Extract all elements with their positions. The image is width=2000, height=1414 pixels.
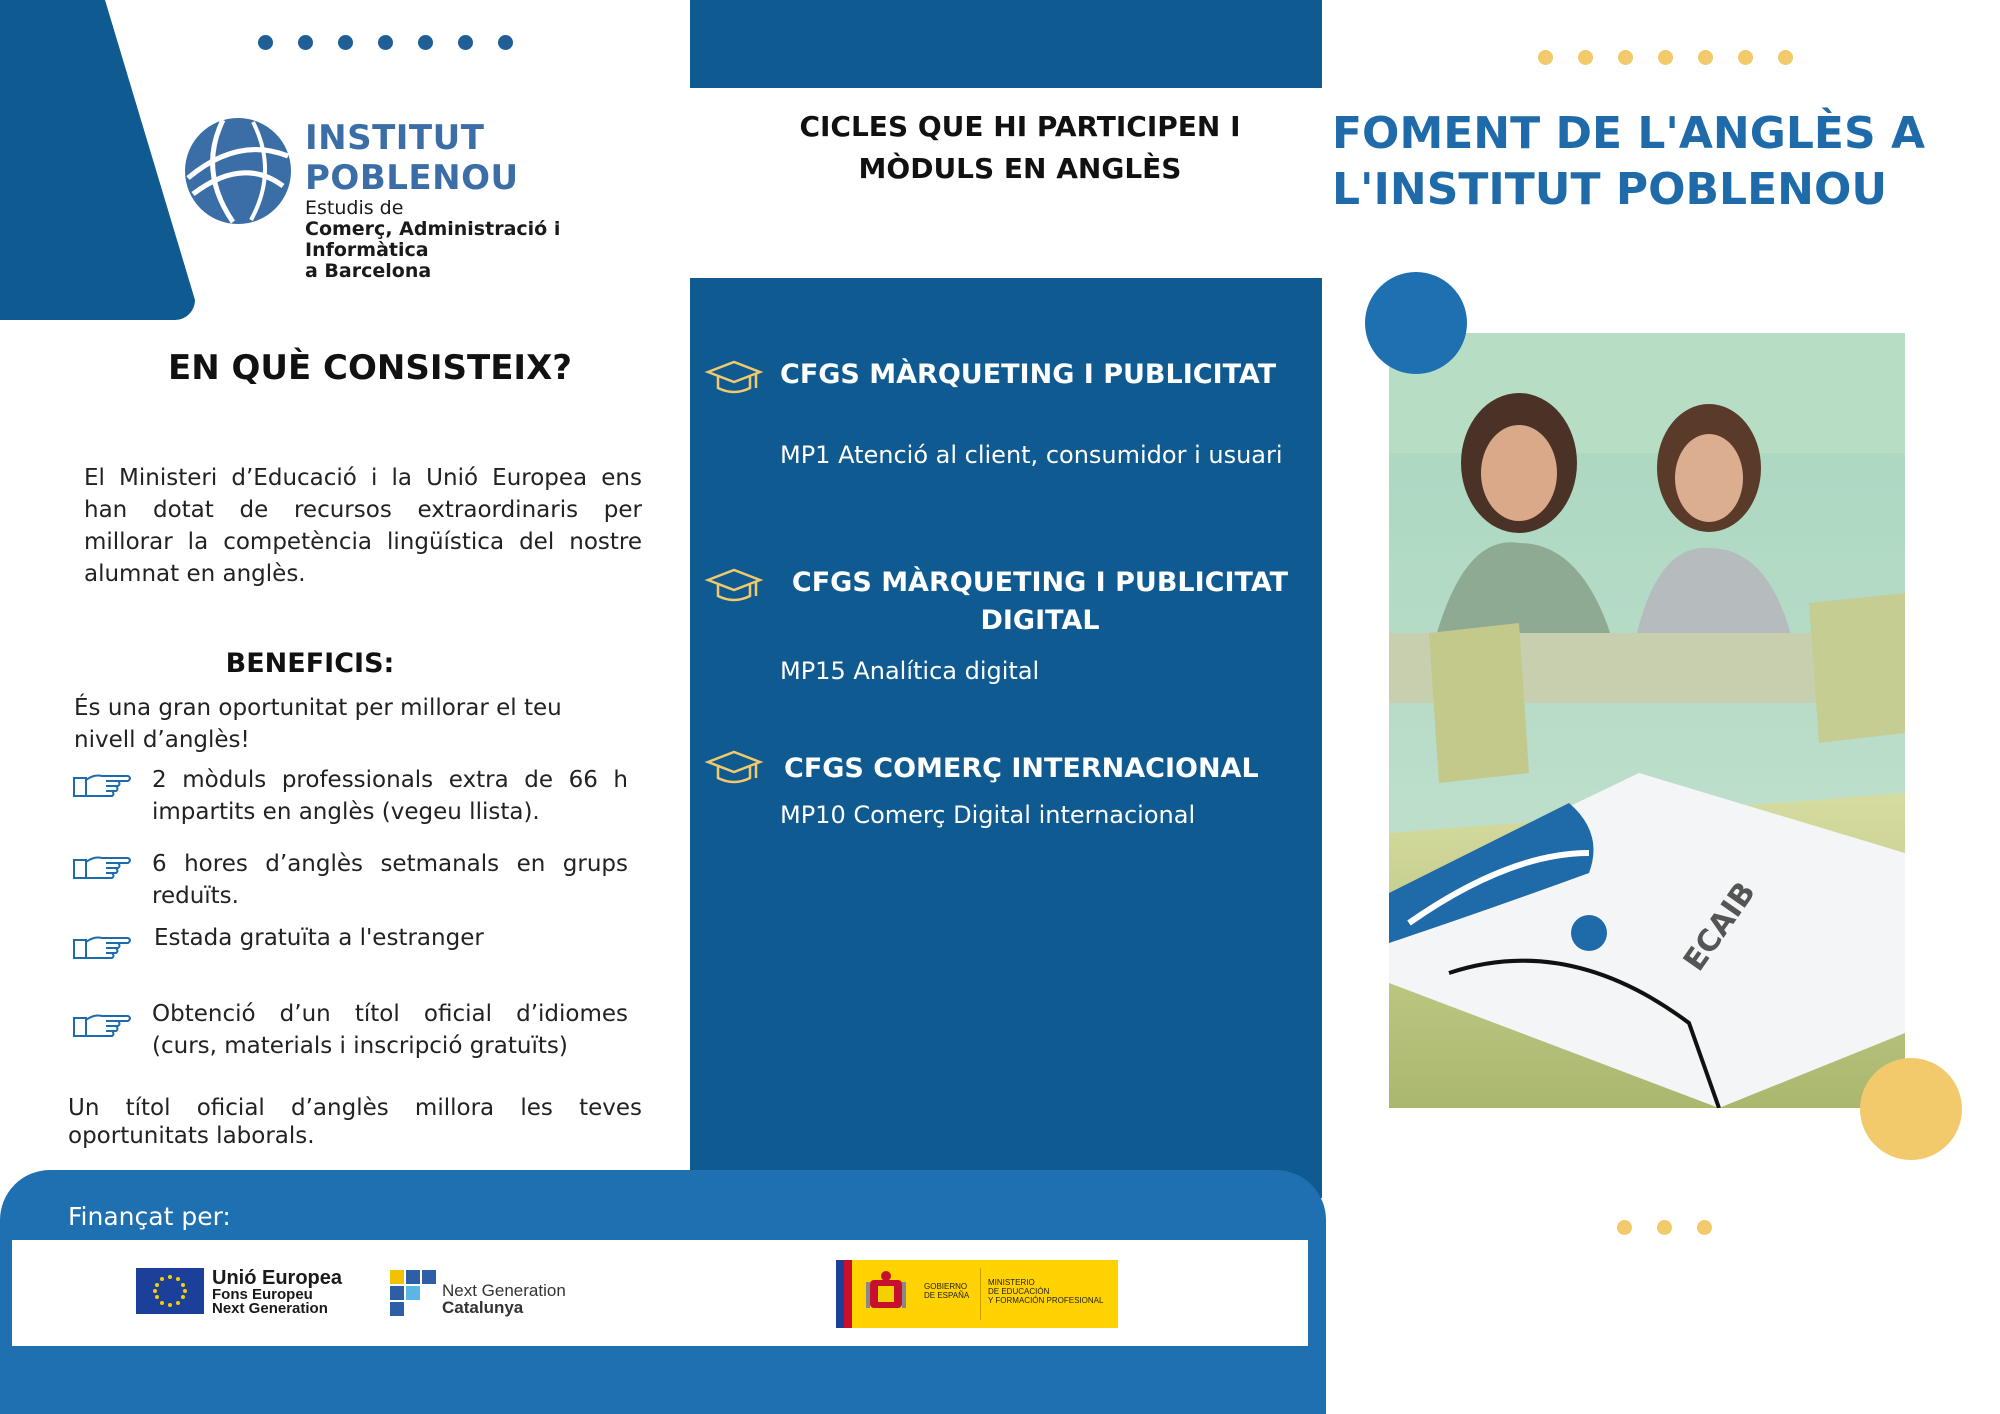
pointing-hand-icon (72, 1010, 132, 1044)
cycles-panel (690, 278, 1322, 1198)
logo-name: INSTITUT POBLENOU (305, 118, 519, 198)
pointing-hand-icon (72, 932, 132, 966)
gov-text (924, 1282, 969, 1300)
main-title: FOMENT DE L'ANGLÈS A L'INSTITUT POBLENOU (1332, 108, 1926, 215)
decorative-circle-blue (1365, 272, 1467, 374)
gov-line1: GOBIERNO (924, 1282, 968, 1291)
bullet-text-4: Obtenció d’un títol oficial d’idiomes (curs, materials i inscripció gratuïts) (152, 1001, 628, 1059)
cycle-title-1: CFGS MÀRQUETING I PUBLICITAT (780, 359, 1277, 390)
decorative-dots-yellow (1538, 50, 1793, 65)
cycle-title-3: CFGS COMERÇ INTERNACIONAL (784, 753, 1259, 784)
graduation-cap-icon (704, 358, 764, 404)
ministry-text (988, 1278, 1103, 1305)
closing-paragraph: Un títol oficial d’anglès millora les teves oportunitats laborals. (68, 1095, 642, 1149)
next-generation-icon (390, 1270, 436, 1316)
pointing-hand-icon (72, 770, 132, 804)
coat-of-arms-icon (866, 1270, 906, 1316)
students-photo (1389, 333, 1905, 1108)
decorative-dots-yellow-small (1617, 1220, 1712, 1235)
min-line3: Y FORMACIÓN PROFESIONAL (988, 1296, 1104, 1305)
globe-logo-icon (183, 116, 293, 226)
bullet-text-2: 6 hores d’anglès setmanals en grups reduïts. (152, 851, 628, 909)
cycle-module-2: MP15 Analítica digital (780, 657, 1040, 685)
decorative-dots-blue (258, 35, 513, 50)
funding-label: Finançat per: (68, 1202, 231, 1231)
top-left-decoration (0, 0, 195, 320)
ng-line1: Next Generation (442, 1281, 566, 1300)
pointing-hand-icon (72, 852, 132, 886)
left-heading: EN QUÈ CONSISTEIX? (167, 348, 573, 388)
eu-flag-icon (136, 1268, 204, 1314)
eu-line2: Fons Europeu (212, 1286, 313, 1303)
cycle-title-2: CFGS MÀRQUETING I PUBLICITAT DIGITAL (791, 567, 1289, 636)
middle-title: CICLES QUE HI PARTICIPEN I MÒDULS EN ANGLÈS (799, 110, 1241, 185)
graduation-cap-icon (704, 566, 764, 612)
intro-paragraph: El Ministeri d’Educació i la Unió Europea ens han dotat de recursos extraordinaris per millorar la competència lingüística del nostre alumnat en anglès. (84, 465, 642, 587)
eu-line1: Unió Europea (212, 1267, 343, 1289)
ng-logo-text (442, 1282, 566, 1316)
cycle-module-1: MP1 Atenció al client, consumidor i usuari (780, 441, 1283, 469)
benefits-intro: És una gran oportunitat per millorar el teu nivell d’anglès! (74, 695, 562, 753)
gov-line2: DE ESPAÑA (924, 1291, 970, 1300)
spain-government-logo (836, 1260, 1118, 1328)
folder-text: ECAIB (1676, 875, 1763, 978)
min-line2: DE EDUCACIÓN (988, 1287, 1050, 1296)
graduation-cap-icon (704, 748, 764, 794)
logo-line3: a Barcelona (305, 260, 432, 282)
ng-line2: Catalunya (442, 1298, 524, 1317)
benefits-title: BENEFICIS: (225, 648, 395, 679)
middle-top-bar (690, 0, 1322, 88)
logo-line2: Comerç, Administració i Informàtica (305, 218, 561, 261)
eu-logo-text (212, 1268, 342, 1316)
eu-line3: Next Generation (212, 1300, 328, 1317)
bullet-text-1: 2 mòduls professionals extra de 66 h impartits en anglès (vegeu llista). (152, 767, 628, 825)
decorative-circle-yellow (1860, 1058, 1962, 1160)
cycle-module-3: MP10 Comerç Digital internacional (780, 801, 1196, 829)
logo-wordmark (305, 118, 665, 282)
bullet-text-3: Estada gratuïta a l'estranger (154, 925, 484, 951)
logo-line1: Estudis de (305, 197, 404, 219)
min-line1: MINISTERIO (988, 1278, 1035, 1287)
